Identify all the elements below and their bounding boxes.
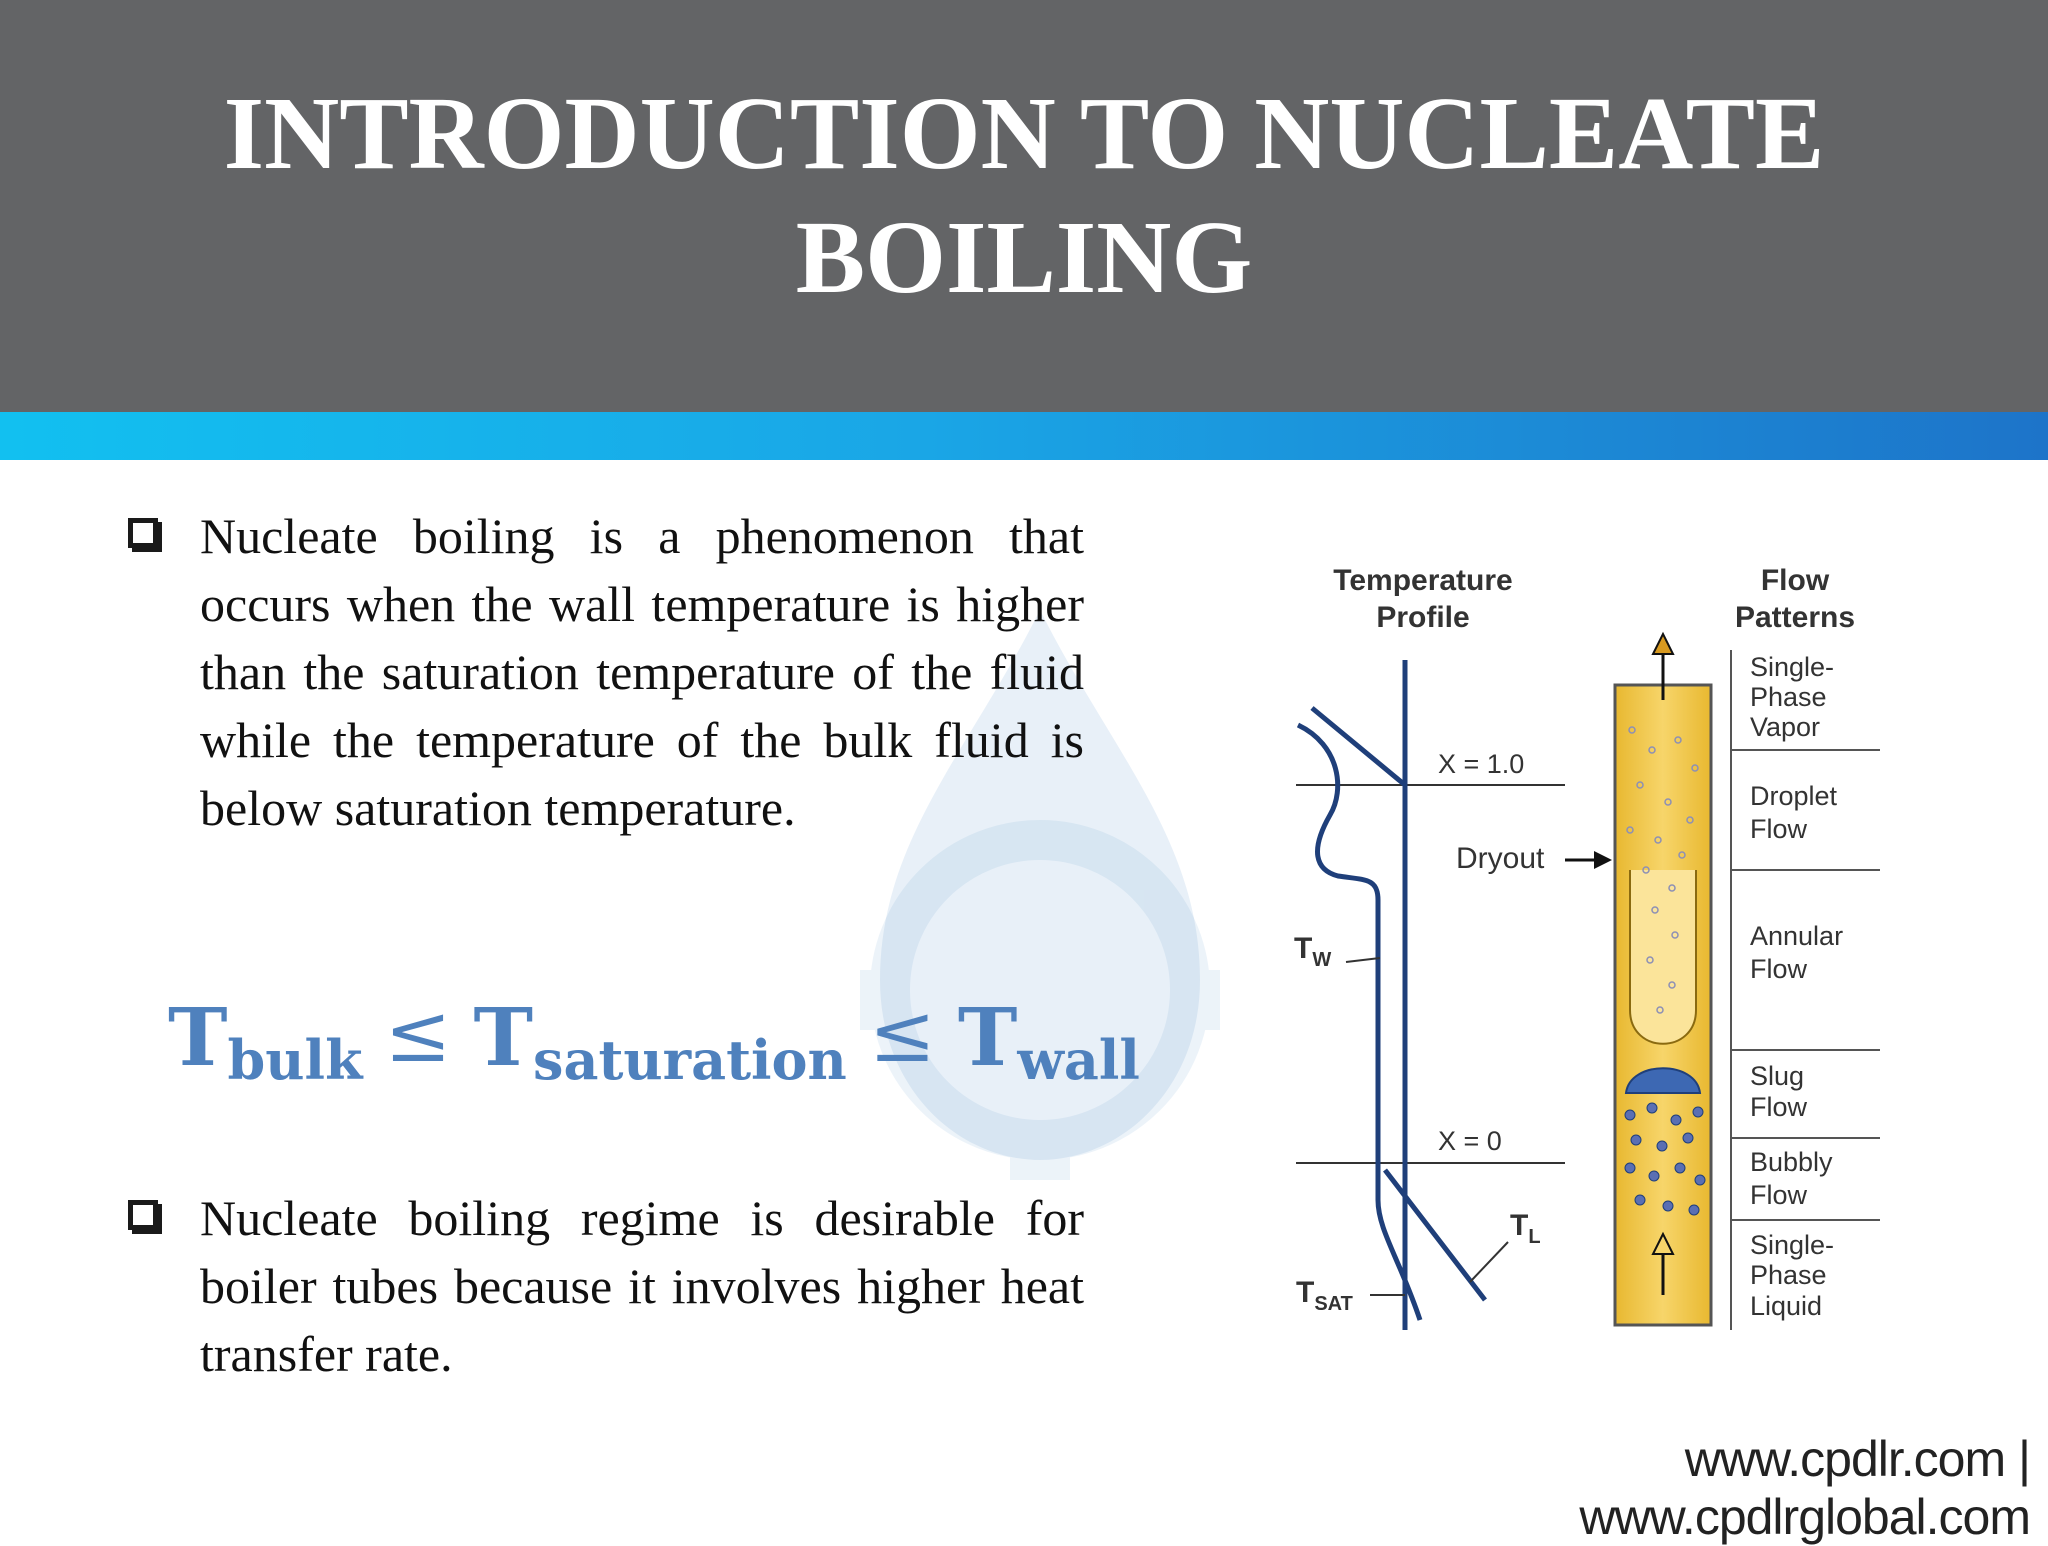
pattern-bubbly-flow xyxy=(1750,1147,1833,1210)
dryout-arrowhead-icon xyxy=(1594,851,1612,869)
formula-t-bulk: T xyxy=(168,990,228,1084)
temp-profile-title-1: Temperature xyxy=(1333,564,1513,597)
svg-text:Flow: Flow xyxy=(1750,1180,1808,1210)
formula-t-saturation: T xyxy=(473,990,534,1084)
label-x-1: X = 1.0 xyxy=(1438,749,1525,779)
svg-text:Liquid: Liquid xyxy=(1750,1291,1823,1321)
label-tsat: $T_{SAT}$ xyxy=(1296,1276,1353,1315)
svg-text:Single-: Single- xyxy=(1750,652,1835,682)
pattern-droplet-flow xyxy=(1750,781,1838,844)
label-tw: $T_W$ xyxy=(1294,932,1332,971)
bullet-2 xyxy=(124,1184,1084,1388)
svg-text:Phase: Phase xyxy=(1750,1260,1827,1290)
formula-sub-wall: wall xyxy=(1017,1028,1140,1092)
svg-text:Flow: Flow xyxy=(1750,954,1808,984)
formula-leq-1: ≤ xyxy=(384,987,452,1080)
wall-temp-curve xyxy=(1298,725,1420,1320)
svg-text:Phase: Phase xyxy=(1750,682,1827,712)
temperature-formula xyxy=(168,987,1140,1092)
temp-profile-title-2: Profile xyxy=(1376,601,1470,634)
flow-patterns-title-1: Flow xyxy=(1760,564,1830,597)
title-line-1: INTRODUCTION TO NUCLEATE xyxy=(223,76,1825,191)
svg-text:Flow: Flow xyxy=(1750,1092,1808,1122)
footer-website: www.cpdlr.com | www.cpdlrglobal.com xyxy=(1579,1431,2030,1545)
formula-sub-saturation: saturation xyxy=(533,1028,847,1092)
pattern-slug-flow xyxy=(1750,1061,1808,1122)
tw-leader xyxy=(1346,958,1380,962)
svg-text:Bubbly: Bubbly xyxy=(1750,1147,1833,1177)
annular-vapor-core xyxy=(1630,870,1696,1044)
svg-text:Vapor: Vapor xyxy=(1750,712,1821,742)
slide-title xyxy=(0,72,2048,320)
pattern-single-phase-vapor xyxy=(1750,652,1834,742)
bullet-1 xyxy=(124,502,1084,842)
formula-leq-2: ≤ xyxy=(868,987,936,1080)
tl-leader xyxy=(1470,1242,1508,1282)
bullet-2-text: Nucleate boiling regime is desirable for boiler tubes because it involves higher heat transfer rate. xyxy=(200,1190,1084,1382)
pattern-annular-flow xyxy=(1750,921,1843,984)
svg-text:Annular: Annular xyxy=(1750,921,1844,951)
label-tl: $T_L$ xyxy=(1510,1209,1541,1248)
bullet-1-text: Nucleate boiling is a phenomenon that occurs when the wall temperature is higher than the saturation temperature of the fluid while the temperature of the bulk fluid is below saturation temperature. xyxy=(200,508,1084,836)
svg-text:Droplet: Droplet xyxy=(1750,781,1838,811)
svg-text:Flow: Flow xyxy=(1750,814,1808,844)
formula-t-wall: T xyxy=(957,990,1018,1084)
formula-sub-bulk: bulk xyxy=(227,1028,363,1092)
checkbox-bullet-icon xyxy=(128,518,158,548)
label-x-0: X = 0 xyxy=(1438,1126,1502,1156)
svg-text:Single-: Single- xyxy=(1750,1230,1835,1260)
svg-text:Slug: Slug xyxy=(1750,1061,1805,1091)
title-line-2: BOILING xyxy=(795,200,1253,315)
pattern-single-phase-liquid xyxy=(1750,1230,1834,1321)
flow-patterns-title-2: Patterns xyxy=(1734,601,1856,634)
boiling-flow-diagram xyxy=(1280,540,1900,1360)
accent-stripe xyxy=(0,412,2048,460)
label-dryout: Dryout xyxy=(1456,842,1545,875)
checkbox-bullet-icon xyxy=(128,1200,158,1230)
